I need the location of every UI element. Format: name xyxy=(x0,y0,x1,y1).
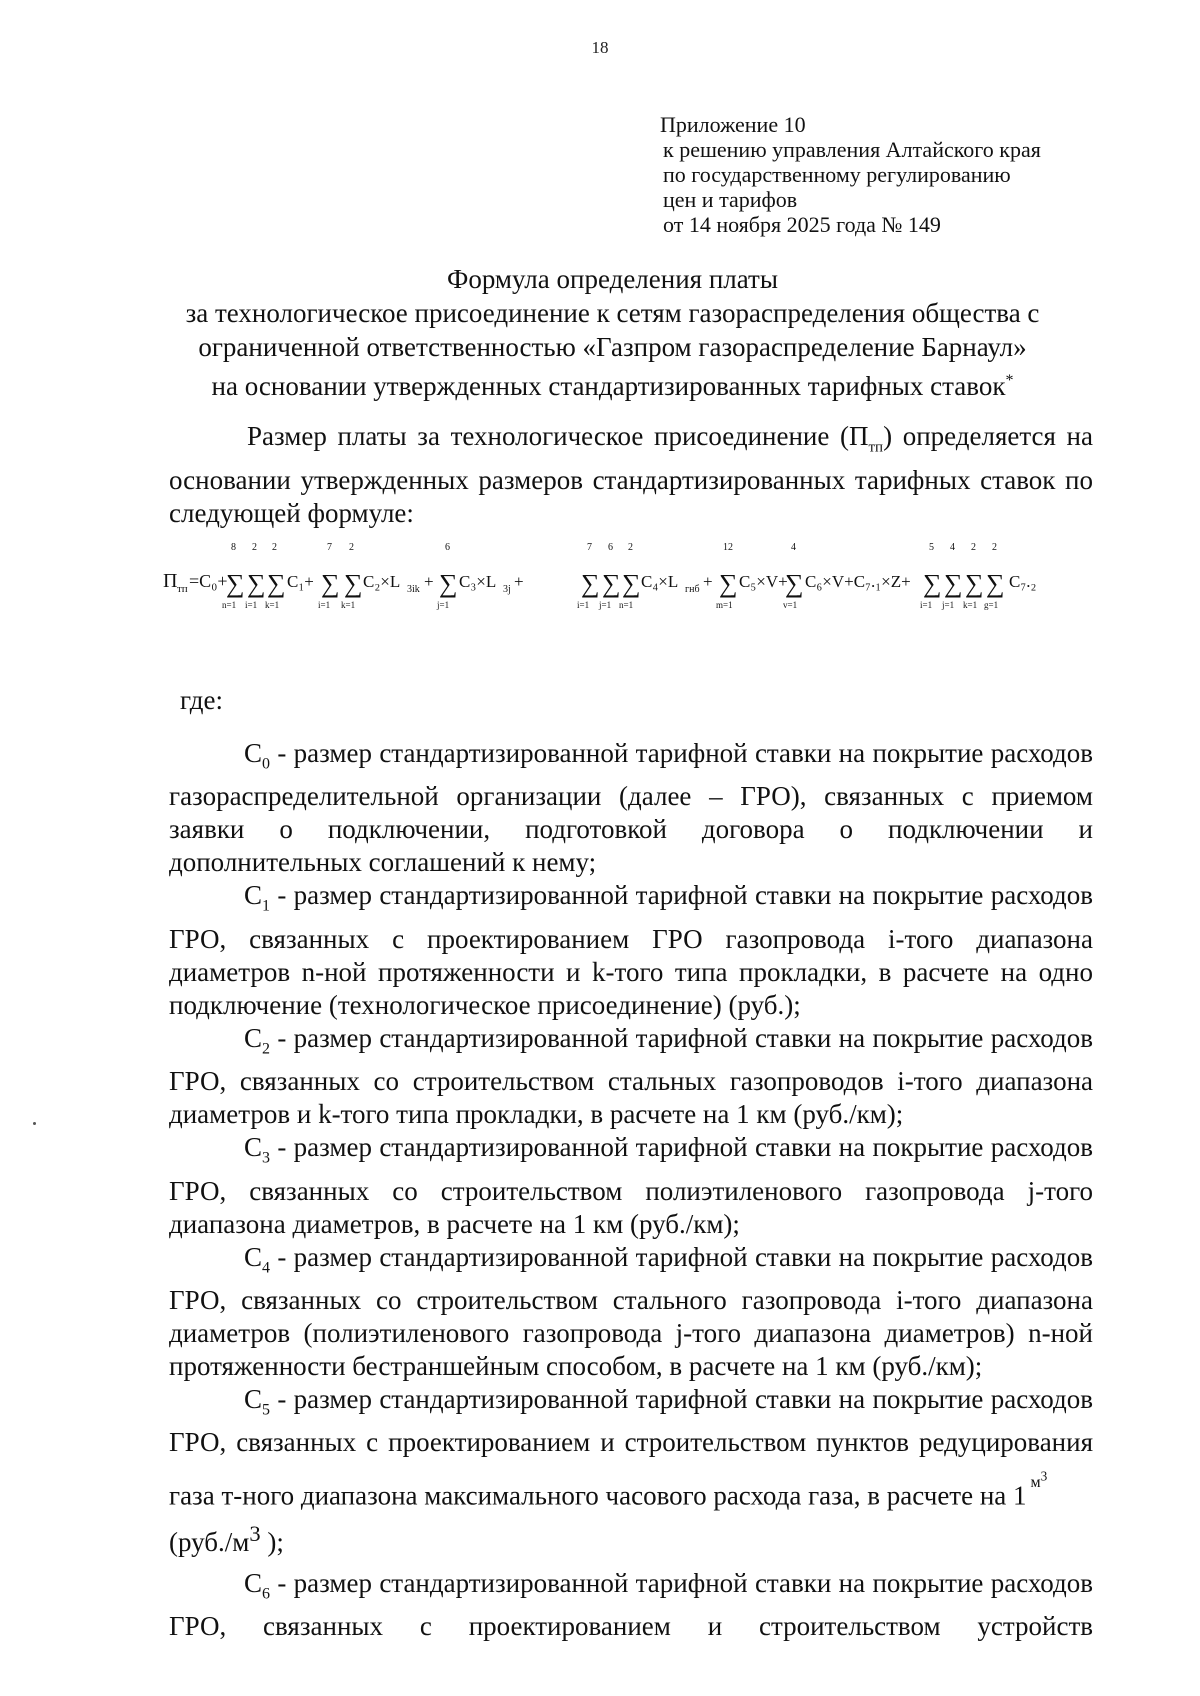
formula-term: C₂×L xyxy=(363,572,401,591)
tariff-formula xyxy=(163,540,1113,630)
title-line: Формула определения платы xyxy=(446,264,778,294)
sum-lower-var: i=1 xyxy=(318,600,331,610)
sum-upper-limit: 7 xyxy=(327,542,332,553)
sigma-symbol: ∑ xyxy=(439,569,458,598)
unit-rub-per: (руб./м xyxy=(169,1526,250,1557)
symbol-letter: C xyxy=(244,880,263,911)
appendix-line: от 14 ноября 2025 года № 149 xyxy=(663,212,941,237)
sigma-symbol: ∑ xyxy=(986,569,1005,598)
sum-upper-limit: 7 xyxy=(587,542,592,553)
formula-term: C₅×V+ xyxy=(739,572,788,591)
intro-paragraph xyxy=(169,420,1093,530)
unit-exponent: 3 xyxy=(249,1520,261,1546)
footnote-mark: * xyxy=(1005,372,1014,389)
definition-symbol xyxy=(244,1022,271,1058)
symbol-index: 6 xyxy=(262,1585,271,1603)
definition-symbol xyxy=(244,1241,271,1276)
symbol-letter: C xyxy=(244,1383,263,1414)
formula-sub: гнб xyxy=(685,584,700,595)
sum-upper-limit: 6 xyxy=(608,542,613,553)
sigma-symbol: ∑ xyxy=(965,569,984,598)
sum-lower-var: k=1 xyxy=(963,600,978,610)
definition-c3 xyxy=(169,1131,1093,1240)
sum-upper-limit: 2 xyxy=(992,542,997,553)
sum-lower-var: i=1 xyxy=(245,600,258,610)
symbol-letter: C xyxy=(244,1567,263,1598)
title-line: ограниченной ответственностью «Газпром газораспределение Барнаул» xyxy=(198,332,1027,362)
sigma-symbol: ∑ xyxy=(581,569,600,598)
sigma-symbol: ∑ xyxy=(785,569,804,598)
definition-c6 xyxy=(169,1567,1093,1643)
formula-lhs-sub: тп xyxy=(177,583,188,595)
title-line-text: на основании утвержденных стандартизированных тарифных ставок xyxy=(211,371,1006,401)
definition-symbol xyxy=(244,1383,271,1419)
formula-term: + xyxy=(514,572,524,591)
definition-symbol xyxy=(244,880,271,915)
title-line: за технологическое присоединение к сетям газораспределения общества с xyxy=(185,298,1040,328)
sigma-symbol: ∑ xyxy=(267,569,286,598)
symbol-index: 1 xyxy=(262,897,271,915)
sum-lower-var: v=1 xyxy=(783,600,798,610)
symbol-letter: C xyxy=(244,1241,263,1272)
scan-speck xyxy=(33,1122,36,1125)
symbol-index: 2 xyxy=(262,1040,271,1058)
sum-upper-limit: 2 xyxy=(272,542,277,553)
symbol-index: 5 xyxy=(262,1401,271,1419)
symbol-letter: C xyxy=(244,1132,263,1163)
definition-c4 xyxy=(169,1241,1093,1383)
sigma-symbol: ∑ xyxy=(344,569,363,598)
appendix-header xyxy=(660,112,1143,237)
symbol-index: 4 xyxy=(262,1258,271,1276)
definition-text: - размер стандартизированной тарифной ставки на покрытие расходов ГРО, связанных со строительством стального газопровода i-того диапазона диаметров (полиэтиленового газопровода j-того диапазона диаметров) n-ной протяженности бестраншейным способом, в расчете на 1 км (руб./км); xyxy=(169,1241,1093,1381)
sigma-symbol: ∑ xyxy=(226,569,245,598)
sigma-symbol: ∑ xyxy=(602,569,621,598)
symbol-letter: C xyxy=(244,738,263,768)
sigma-symbol: ∑ xyxy=(321,569,340,598)
formula-term: C₃×L xyxy=(459,572,497,591)
definition-text: - размер стандартизированной тарифной ставки на покрытие расходов ГРО, связанных со строительством стальных газопроводов i-того диапазона диаметров и k-того типа прокладки, в расчете на 1 км (руб./км); xyxy=(169,1022,1093,1130)
sum-lower-var: g=1 xyxy=(984,600,999,610)
sigma-symbol: ∑ xyxy=(944,569,963,598)
unit-end: ); xyxy=(267,1526,284,1557)
symbol-letter: C xyxy=(244,1022,263,1053)
definition-text: - размер стандартизированной тарифной ставки на покрытие расходов ГРО, связанных с проектированием и строительством устройств xyxy=(169,1567,1093,1642)
formula-term: + xyxy=(424,572,434,591)
unit-m3 xyxy=(1030,1468,1048,1491)
page-number: 18 xyxy=(591,38,609,57)
definition-text: - размер стандартизированной тарифной ставки на покрытие расходов ГРО, связанных со строительством полиэтиленового газопровода j-того диапазона диаметров, в расчете на 1 км (руб./км); xyxy=(169,1132,1093,1239)
definition-text: - размер стандартизированной тарифной ставки на покрытие расходов ГРО, связанных с проектированием и строительством пунктов редуцирования газа т-ного диапазона максимального часового расхода газа, в расчете на 1 xyxy=(169,1383,1093,1511)
symbol-index: 0 xyxy=(262,755,271,773)
formula-term: C₁+ xyxy=(287,572,314,591)
sum-lower-var: j=1 xyxy=(437,600,450,610)
definition-c5 xyxy=(169,1383,1093,1513)
definition-symbol xyxy=(244,1132,271,1167)
intro-subscript: тп xyxy=(868,439,884,456)
appendix-line: к решению управления Алтайского края xyxy=(663,137,1041,162)
sigma-symbol: ∑ xyxy=(247,569,266,598)
appendix-line: по государственному регулированию xyxy=(663,162,1011,187)
formula-sub: 3ik xyxy=(407,584,420,595)
sum-lower-var: j=1 xyxy=(942,600,955,610)
definitions-list xyxy=(169,737,1093,1643)
sigma-symbol: ∑ xyxy=(923,569,942,598)
unit-text xyxy=(169,1520,261,1557)
formula-term: C₄×L xyxy=(641,572,679,591)
unit-line xyxy=(169,1517,1093,1559)
sum-upper-limit: 2 xyxy=(628,542,633,553)
sum-lower-var: m=1 xyxy=(716,600,733,610)
formula-lhs: П xyxy=(163,570,178,592)
formula-term: C₆×V+C₇.₁×Z+ xyxy=(805,572,911,591)
formula-term: C₇.₂ xyxy=(1009,572,1037,591)
sum-upper-limit: 5 xyxy=(929,542,934,553)
intro-text xyxy=(169,420,1093,530)
definition-c1 xyxy=(169,879,1093,1021)
sum-upper-limit: 8 xyxy=(231,542,236,553)
sum-upper-limit: 2 xyxy=(349,542,354,553)
sum-upper-limit: 2 xyxy=(971,542,976,553)
sum-upper-limit: 4 xyxy=(950,542,955,553)
appendix-line: Приложение 10 xyxy=(660,112,806,137)
spacer xyxy=(169,1559,1093,1567)
definition-text: - размер стандартизированной тарифной ставки на покрытие расходов газораспределительной организации (далее – ГРО), связанных с приемом заявки о подключении, подготовкой договора о подключении и дополнительных соглашений к нему; xyxy=(169,738,1093,878)
formula-term: + xyxy=(703,572,713,591)
sum-lower-var: k=1 xyxy=(265,600,280,610)
appendix-line: цен и тарифов xyxy=(663,187,798,212)
unit-exponent: 3 xyxy=(1040,1468,1048,1484)
sigma-symbol: ∑ xyxy=(622,569,641,598)
sum-lower-var: j=1 xyxy=(599,600,612,610)
intro-text-part: Размер платы за технологическое присоединение (П xyxy=(247,421,869,451)
title-line xyxy=(150,364,1075,403)
unit-m: м xyxy=(1030,1473,1041,1491)
sigma-symbol: ∑ xyxy=(719,569,738,598)
sum-lower-var: k=1 xyxy=(341,600,356,610)
definition-symbol xyxy=(244,738,271,773)
sum-upper-limit: 4 xyxy=(791,542,796,553)
definition-text: - размер стандартизированной тарифной ставки на покрытие расходов ГРО, связанных с проектированием ГРО газопровода i-того диапазона диаметров n-ной протяженности и k-того типа прокладки, в расчете на одно подключение (технологическое присоединение) (руб.); xyxy=(169,880,1093,1020)
sum-upper-limit: 2 xyxy=(252,542,257,553)
document-title xyxy=(150,262,1075,403)
definition-c2 xyxy=(169,1022,1093,1131)
intro-text-part: ) определяется на основании утвержденных размеров стандартизированных тарифных ставок по следующей формуле: xyxy=(169,421,1093,529)
formula-svg xyxy=(163,540,1113,630)
symbol-index: 3 xyxy=(262,1149,271,1167)
sum-lower-var: n=1 xyxy=(619,600,634,610)
where-label: где: xyxy=(180,685,223,715)
formula-sub: 3j xyxy=(503,584,511,595)
sum-lower-var: i=1 xyxy=(920,600,933,610)
sum-lower-var: n=1 xyxy=(222,600,237,610)
definition-symbol xyxy=(244,1567,271,1603)
sum-upper-limit: 6 xyxy=(445,542,450,553)
sum-upper-limit: 12 xyxy=(723,542,733,553)
sum-lower-var: i=1 xyxy=(577,600,590,610)
formula-term: =C₀+ xyxy=(189,571,228,591)
definition-c0 xyxy=(169,737,1093,879)
